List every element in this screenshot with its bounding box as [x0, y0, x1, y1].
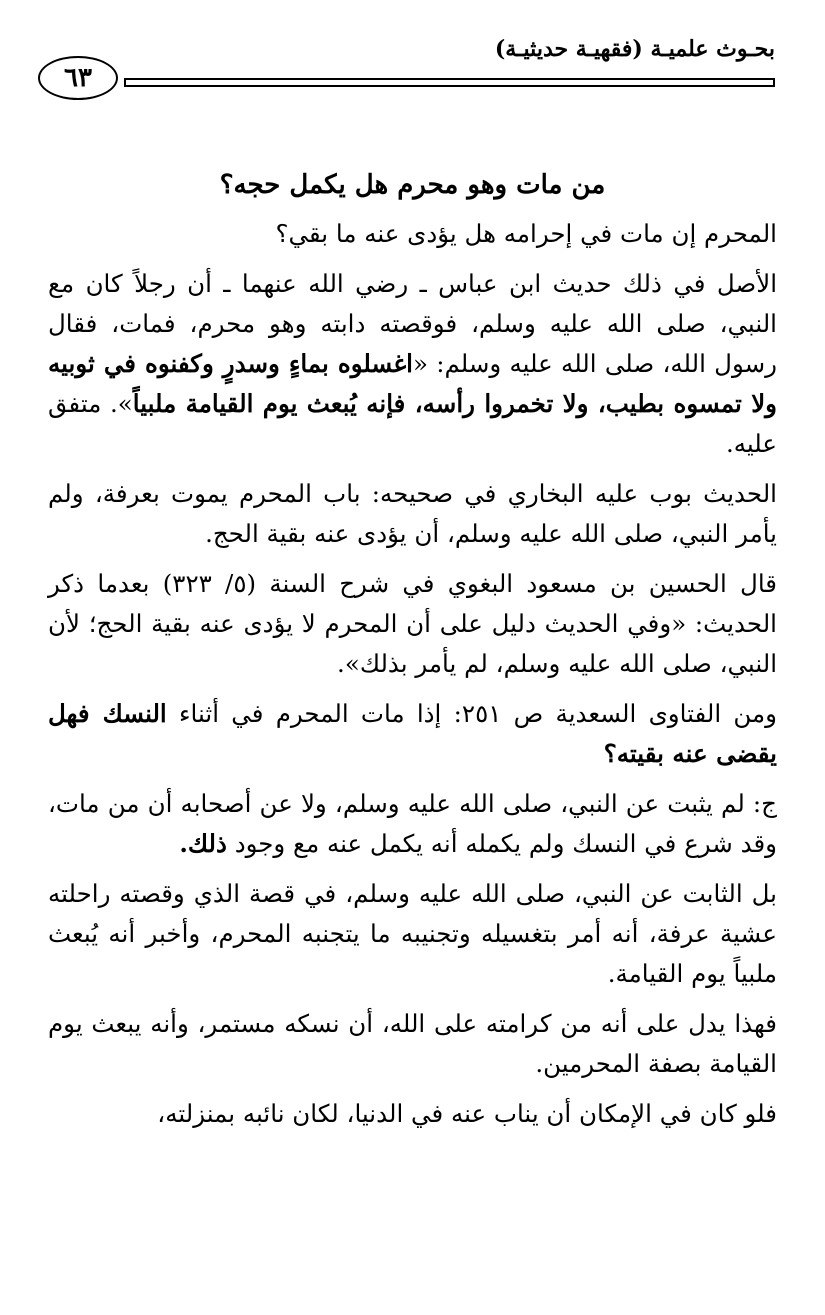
paragraph-list [48, 214, 777, 1134]
body-text: الأصل في ذلك حديث ابن عباس ـ رضي الله عنهما ـ أن رجلاً كان مع النبي، صلى الله عليه وسلم، فوقصته دابته وهو محرم، فمات، فقال رسول الله، صلى الله عليه وسلم: « [48, 269, 777, 378]
page-number-badge [38, 56, 118, 100]
bold-text: اغسلوه بماءٍ وسدرٍ وكفنوه في ثوبيه ولا تمسوه بطيب، ولا تخمروا رأسه، فإنه يُبعث يوم القيامة ملبياً [48, 349, 777, 418]
body-paragraph [48, 874, 777, 994]
page-content [48, 170, 777, 1144]
body-paragraph [48, 1094, 777, 1134]
body-text: ج: لم يثبت عن النبي، صلى الله عليه وسلم، ولا عن أصحابه أن من مات، وقد شرع في النسك ولم يكمله أنه يكمل عنه مع وجود [48, 789, 777, 858]
body-text: فهذا يدل على أنه من كرامته على الله، أن نسكه مستمر، وأنه يبعث يوم القيامة بصفة المحرمين. [48, 1009, 777, 1078]
body-text: بل الثابت عن النبي، صلى الله عليه وسلم، في قصة الذي وقصته راحلته عشية عرفة، أنه أمر بتغسيله وتجنيبه ما يتجنبه المحرم، وأخبر أنه يُبعث ملبياً يوم القيامة. [48, 879, 777, 988]
bold-text: النسك فهل يقضى عنه بقيته؟ [48, 699, 777, 768]
header-rule [124, 78, 775, 87]
body-paragraph [48, 474, 777, 554]
bold-text: ذلك. [179, 829, 227, 858]
body-paragraph [48, 784, 777, 864]
body-text: قال الحسين بن مسعود البغوي في شرح السنة (٥/ ٣٢٣) بعدما ذكر الحديث: « [48, 569, 777, 638]
body-text: ومن الفتاوى السعدية ص ٢٥١: إذا مات المحرم في أثناء [166, 699, 778, 728]
body-text: ». [337, 649, 360, 678]
body-paragraph [48, 214, 777, 254]
body-paragraph [48, 1004, 777, 1084]
body-text: ». متفق عليه. [48, 389, 777, 458]
body-paragraph [48, 564, 777, 684]
body-paragraph [48, 694, 777, 774]
body-text: المحرم إن مات في إحرامه هل يؤدى عنه ما بقي؟ [275, 219, 777, 248]
body-text: الحديث بوب عليه البخاري في صحيحه: باب المحرم يموت بعرفة، ولم يأمر النبي، صلى الله عليه وسلم، أن يؤدى عنه بقية الحج. [48, 479, 777, 548]
page-number: ٦٣ [64, 63, 92, 93]
page-header [0, 28, 825, 118]
body-text: وفي الحديث دليل على أن المحرم لا يؤدى عنه بقية الحج؛ لأن النبي، صلى الله عليه وسلم، لم يأمر بذلك [48, 609, 777, 678]
section-heading: من مات وهو محرم هل يكمل حجه؟ [219, 170, 606, 200]
body-text: فلو كان في الإمكان أن يناب عنه في الدنيا، لكان نائبه بمنزلته، [157, 1099, 777, 1128]
body-paragraph [48, 264, 777, 464]
running-title: بحـوث علميـة (فقهيـة حديثيـة) [494, 36, 775, 62]
